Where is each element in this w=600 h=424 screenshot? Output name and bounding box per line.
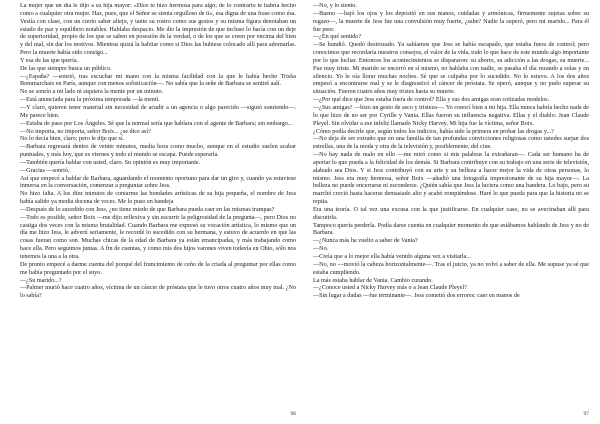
- paragraph: —¿Por qué dice que Jess estaba fuera de control? Ella y sus dos amigas eran cotizadas modelos.: [313, 97, 550, 104]
- paragraph: —Después de lo sucedido con Jess, ¿no tiene miedo de que Barbara pueda caer en las mismas trampas?: [20, 206, 275, 213]
- paragraph: —Estaba de paso por Los Ángeles. Sé que la normal sería que hablara con el agente de Barbara; sin embargo...: [20, 120, 293, 127]
- paragraph: —Y claro, quieren tener material sin necesidad de acudir a un agencia o algo parecido —siguió sonriendo—. Me parece bien.: [20, 104, 296, 119]
- paragraph: —¿España? —sonrió, tras escuchar mi mano con la misma facilidad con la que le había hecho Trisha Bommarchais en París, aunque con menos sofisticación—. No sabía que la señe de Barbara se sentiré aalí.: [20, 73, 296, 88]
- paragraph: —No, no —movió la cabeza horizontalmente—. Tras el juicio, ya no volví a saber de ella. Me supuse ya sé que estaba cumpliendo.: [313, 261, 589, 276]
- paragraph: Era una teoría. O tal vez una excusa con la que justificarse. En cualquier caso, no se avecinaban allí para discutirla.: [313, 206, 589, 221]
- paragraph: —Está anunciada para la próxima temporada —la mentí.: [20, 97, 160, 104]
- paragraph: —No.: [313, 246, 329, 253]
- paragraph: —Sin lugar a dudas —fue terminante—. Jess cometió dos errores: caer en manos de: [313, 293, 520, 300]
- right-page: [313, 3, 589, 421]
- paragraph: —No importa, no importa, señor Boix... ¿se dice así?: [20, 128, 151, 135]
- paragraph: —¿Sus amigas? —hizo un gesto de asco y tristeza—. Yo conocí bien a mi hija. Ella nunca habría hecho nada de lo que hizo de no ser por Cyrille y Vania. Ellas fueron su influencia negativa. Ellas y el diablo: Jean Claude Pleyel. Sin olvidar a ese infeliz llamado Nicky Harvey. Mi hija fue la víctima, señor Boix.: [313, 104, 589, 127]
- paragraph: —¿Nunca más ha vuelto a saber de Vania?: [313, 238, 418, 245]
- paragraph: Así que empecé a hablar de Barbara, aguardando el momento oportuno para dar un giro y, cuando ya estuviese inmersa en la conversación, comenzar a preguntar sobre Jess.: [20, 175, 296, 190]
- paragraph: Y esa de las que quería.: [20, 57, 79, 64]
- paragraph: —No hay nada de malo en ello —me miró como si mis palabras la extrañaran—. Cada ser humano ha de aportar lo que pueda a la felicidad de los demás. Si Barbara contribuye con su trabajo en una serie de televisión, alabado sea Dios. Y si Jess contribuyó con su arte y su belleza a hacer mejor la vida de otras personas, lo mismo. Jess era muy hermosa, señor Boix —añadió una fotografía impresionante de su hija mayor—. La belleza no puede encerrarse ni esconderse. ¿Quién sabía que Jess la luciera como una bandera. Lo bajo, pero su marchó creció hasta hacerse demasiado alto y acabó rompiéndose. Haré lo que pueda para que la historia no se repita.: [313, 152, 589, 206]
- paragraph: —¿Conoce usted a Nicky Harvey más o a Jean Claude Pleyel?: [313, 285, 467, 292]
- paragraph: No lo decía bien, claro; pero le dije que sí.: [20, 136, 125, 143]
- paragraph: —Gracias —sonrió.: [20, 167, 70, 174]
- paragraph: La mujer que un día le dijo a su hija mayor: «Dios te hizo hermosa para algo; de lo contrario te habría hecho como a cualquier otra mujer. Haz, pues, que el Señor se sienta orgulloso de ti», esa digna de una frase como ésa. Vestía con clase, con un cierto saber aliejo, y tanto su rostro como sus gestos y su misma figura denotaban un estado de paz y equilibrio notables. Hablaba despacio. Me dio la impresión de que incluso lo hacía con un deje de superioridad, propio de los que se saben en posesión de la verdad, o de los que se creen por encima del bien y del mal, sin dar los motivos. Mientras quizá la habitar como si Dios las hubiese colocado allí para adornarlas. Pero la muerte había sido consigo...: [20, 3, 296, 57]
- paragraph: La más estaba hablar de Vania. Cambio curando.: [313, 277, 433, 284]
- paragraph: —Barbara regresará dentro de veinte minutos, media hora como mucho, aunque en el estudio suelen acabar puntuales, y más hoy, que es viernes y todo el mundo se escapa. Puede esperarla.: [20, 144, 296, 159]
- paragraph: —No deja de ser extraño que en una familia de tan profundas convicciones religiosas como ustedes surjan dos estrellas, una de la moda y otra de la televisión y, posiblemente, del cine.: [313, 136, 589, 151]
- paragraph: Tampoco quería perderla. Podía darse cuenta en cualquier momento de que estábamos hablando de Jess y no de Barbara.: [313, 222, 589, 237]
- paragraph: —Todo es posible, señor Boix —me dijo reflexiva y sin escurrir la peligrosidad de la pregunta—, pero Dios no castiga dos veces con la misma brutalidad. Cuando Barbara me expresó su vocación artística, lo mismo que un día me hizo Jess, le advertí seriamente, le recordé lo sucedido con su hermana, y estuvo de acuerdo en que las cosas fueran como son. Muchas chicas de la edad de Barbara ya están emancipadas, y más trabajando como hace ella. Pero seguimos juntas. A fin de cuentas, y como mis dos hijos varones viven todavía en Ohio, sólo nos tenemos la una a la otra.: [20, 214, 296, 260]
- paragraph: De las que siempre busca un público.: [20, 65, 112, 72]
- gutter: [299, 0, 300, 424]
- paragraph: —También quería hablar con usted, claro. Su opinión es muy importante.: [20, 159, 201, 166]
- paragraph: —No, y lo siento.: [313, 3, 357, 9]
- paragraph: —¿Su marido...?: [20, 277, 62, 284]
- paragraph: —¿En qué sentido?: [313, 34, 362, 41]
- paragraph: —Se hundió. Quedó destrozado. Ya sabíamos que Jess se había escapado, que estaba fuera de control; pero conocimos que recordaría nuestros consejos, el valor de la vida, todo lo que hace de este mundo algo importante por lo que luchar. Entonces los acontecimientos se dispararon: su aborto, su adicción a las drogas, su muerte... Fue muy triste. Mi marido se encerró en sí mismo, no hablaba con nadie, se pasaba el día rezando a solas y en silencio. Yo le oía llorar muchas noches. Sé que se culpaba por lo sucedido. No lo estuvo. A los dos años empezó a encontrarse mal y se le diagnosticó el cáncer de próstata. Se operó, aunque y no pudo superar su situación. Fueron cuatro años muy tristes hasta su muerte.: [313, 42, 589, 96]
- page-number-left: 96: [290, 411, 296, 417]
- page-number-right: 97: [583, 411, 589, 417]
- paragraph: No hizo falta. A los diez minutos de contarme las bondades artísticas de su hija pequeña, el nombre de Jess había salido ya media docena de veces. Me lo puso en bandeja: [20, 191, 296, 206]
- left-page-text: [20, 3, 296, 403]
- paragraph: ¿Cómo podía decirle que, según todos los indicios, había sido la primera en probar las drogas y...?: [313, 128, 554, 135]
- paragraph: —Palmer murió hace cuatro años, víctima de un cáncer de próstata que le tuvo otros cuatro años muy mal. ¿No lo sabía?: [20, 285, 296, 300]
- paragraph: De pronto empecé a darme cuenta del porqué del fruncimiento de ceño de la criada al preguntar por ellas como me había preguntado por el suyo.: [20, 261, 296, 276]
- paragraph: No se sonrío a mi lado ni siquiera la mente por un minuto.: [20, 89, 164, 96]
- paragraph: —Bueno —bajó los ojos y los depositó en sus manos, cuidadas y armónicas, firmemente sujetas sobre su regazo—, la muerte de Jess fue una convulsión muy fuerte, ¿sabe? Nadie la superó, pero mi marido... Para él fue peor.: [313, 10, 589, 33]
- left-page: [20, 3, 296, 421]
- right-page-text: [313, 3, 589, 403]
- paragraph: —Creía que a lo mejor ella había venido alguna vez a visitarla...: [313, 254, 471, 260]
